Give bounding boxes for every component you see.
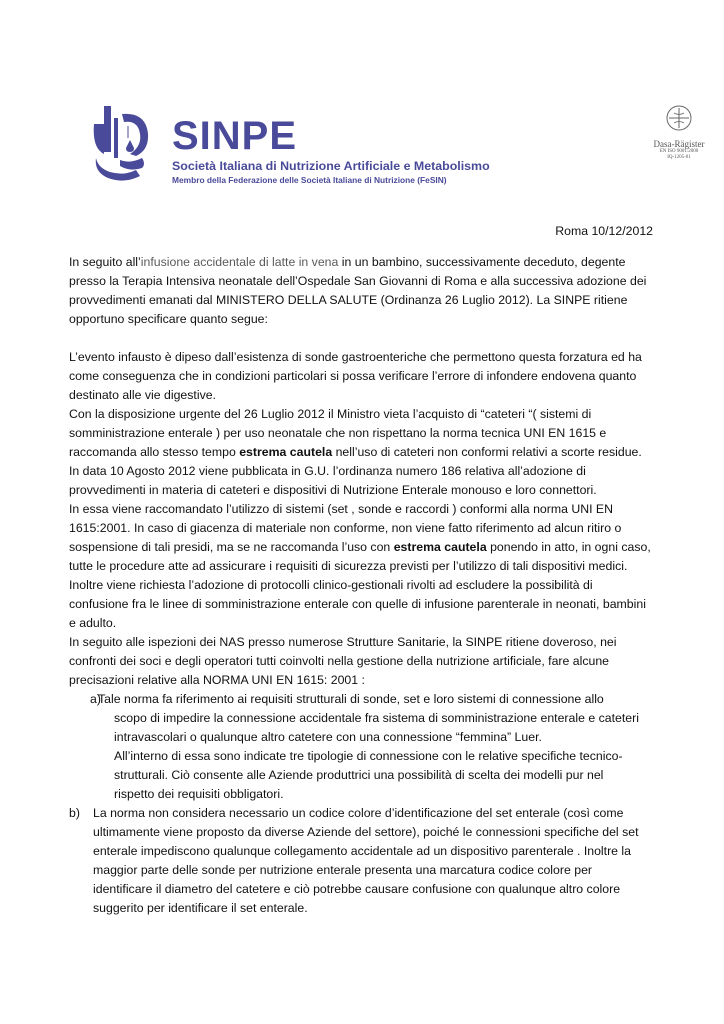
text-run: ponendo in atto, in ogni caso,: [486, 540, 651, 554]
text-line: Tale norma fa riferimento ai requisiti strutturali di sonde, set e loro sistemi di connessione allo: [98, 692, 604, 706]
text-line: rispetto dei requisiti obbligatori.: [114, 787, 284, 801]
list-item-b: [69, 804, 659, 918]
text-line: [69, 443, 659, 462]
emphasis-bold: estrema cautela: [393, 540, 487, 554]
cert-code-2: IQ-1205-01: [667, 155, 691, 160]
highlighted-phrase: infusione accidentale di latte in vena: [140, 255, 339, 269]
sinpe-logo-icon: [90, 104, 158, 186]
list-item-a: [69, 690, 659, 804]
text-line: Con la disposizione urgente del 26 Luglio 2012 il Ministro vieta l’acquisto di “cateteri “( sistemi di: [69, 407, 592, 421]
letter-body: [69, 222, 659, 918]
text-line: [69, 253, 659, 272]
text-line: In essa viene raccomandato l’utilizzo di sistemi (set , sonde e raccordi ) conformi alla norma UNI EN: [69, 502, 614, 516]
text-line: 1615:2001. In caso di giacenza di materiale non conforme, non viene fatto riferimento ad alcun ritiro o: [69, 521, 622, 535]
brand-block: [172, 114, 490, 185]
text-line: Inoltre viene richiesta l’adozione di protocolli clinico-gestionali rivolti ad escludere la possibilità di: [69, 578, 593, 592]
text-line: L’evento infausto è dipeso dall’esistenza di sonde gastroenteriche che permettono questa forzatura ed ha: [69, 350, 642, 364]
paragraph-spacer: [69, 329, 659, 348]
text-line: La norma non considera necessario un codice colore d’identificazione del set enterale (così come: [93, 806, 624, 820]
text-line: come conseguenza che in condizioni particolari si possa verificare l’errore di infondere endovena quanto: [69, 369, 637, 383]
text-line: enterale impediscono qualunque collegamento accidentale ad un dispositivo parenterale . Inoltre la: [93, 844, 632, 858]
paragraph-intro: [69, 253, 659, 329]
text-line: opportuno specificare quanto segue:: [69, 312, 268, 326]
list-marker: a): [90, 692, 101, 706]
text-line: confusione fra le linee di somministrazione enterale con quelle di infusione parenterale in neonati, bambini: [69, 597, 646, 611]
text-line: confronti dei soci e degli operatori tutti coinvolti nella gestione della nutrizione artificiale, fare alcune: [69, 654, 610, 668]
text-run: in un bambino, successivamente deceduto, degente: [338, 255, 626, 269]
letter-date: Roma 10/12/2012: [555, 224, 653, 238]
text-line: maggior parte delle sonde per nutrizione enterale presenta una marcatura codice colore per: [93, 863, 593, 877]
text-line: presso la Terapia Intensiva neonatale dell’Ospedale San Giovanni di Roma e alla successiva adozione dei: [69, 274, 647, 288]
list-marker: b): [69, 806, 80, 820]
text-line: intravascolari o qualunque altro catetere con una connessione “femmina” Luer.: [114, 730, 542, 744]
brand-subtitle: Società Italiana di Nutrizione Artificiale e Metabolismo: [172, 159, 490, 173]
text-line: provvedimenti emanati dal MINISTERO DELLA SALUTE (Ordinanza 26 Luglio 2012). La SINPE ritiene: [69, 293, 628, 307]
text-line: destinato alle vie digestive.: [69, 388, 216, 402]
text-line: In data 10 Agosto 2012 viene pubblicata in G.U. l’ordinanza numero 186 relativa all’adozione di: [69, 464, 586, 478]
certification-mark: [639, 104, 719, 161]
text-line: somministrazione enterale ) per uso neonatale che non rispettano la norma tecnica UNI EN 1615 e: [69, 426, 607, 440]
text-line: ultimamente viene proposto da diverse Aziende del settore), poiché le connessioni specifiche del set: [93, 825, 639, 839]
brand-name: SINPE: [172, 114, 298, 158]
letterhead: [90, 104, 710, 194]
text-line: provvedimenti in materia di cateteri e dispositivi di Nutrizione Enterale monouso e loro connettori.: [69, 483, 597, 497]
text-line: [69, 538, 659, 557]
text-run: sospensione di tali presidi, ma se ne raccomanda l’uso con: [69, 540, 394, 554]
text-line: scopo di impedire la connessione accidentale fra sistema di somministrazione enterale e cateteri: [114, 711, 639, 725]
text-line: precisazioni relative alla NORMA UNI EN 1615: 2001 :: [69, 673, 365, 687]
text-line: e adulto.: [69, 616, 117, 630]
certification-seal-icon: [665, 104, 693, 132]
text-line: identificare il diametro del catetere e ciò potrebbe causare confusione con qualunque altro colore: [93, 882, 621, 896]
text-line: tutte le procedure atte ad assicurare i requisiti di sicurezza previsti per l’utilizzo di tali dispositivi medici.: [69, 559, 628, 573]
paragraph-main: [69, 348, 659, 690]
text-line: All’interno di essa sono indicate tre tipologie di connessione con le relative specifiche tecnico-: [114, 749, 623, 763]
brand-tagline: Membro della Federazione delle Società Italiane di Nutrizione (FeSIN): [172, 175, 447, 185]
text-line: strutturali. Ciò consente alle Aziende produttrici una possibilità di scelta dei modelli pur nel: [114, 768, 604, 782]
emphasis-bold: estrema cautela: [239, 445, 333, 459]
text-line: In seguito alle ispezioni dei NAS presso numerose Strutture Sanitarie, la SINPE ritiene doveroso, nei: [69, 635, 617, 649]
cert-name: Dasa-Rägister: [653, 139, 705, 149]
text-run: nell’uso di cateteri non conformi relativi a scorte residue.: [332, 445, 642, 459]
text-run: raccomanda allo stesso tempo: [69, 445, 240, 459]
text-line: suggerito per identificare il set enterale.: [93, 901, 308, 915]
cert-code-1: EN ISO 9001:2000: [659, 149, 699, 154]
text-run: In seguito all’: [69, 255, 141, 269]
